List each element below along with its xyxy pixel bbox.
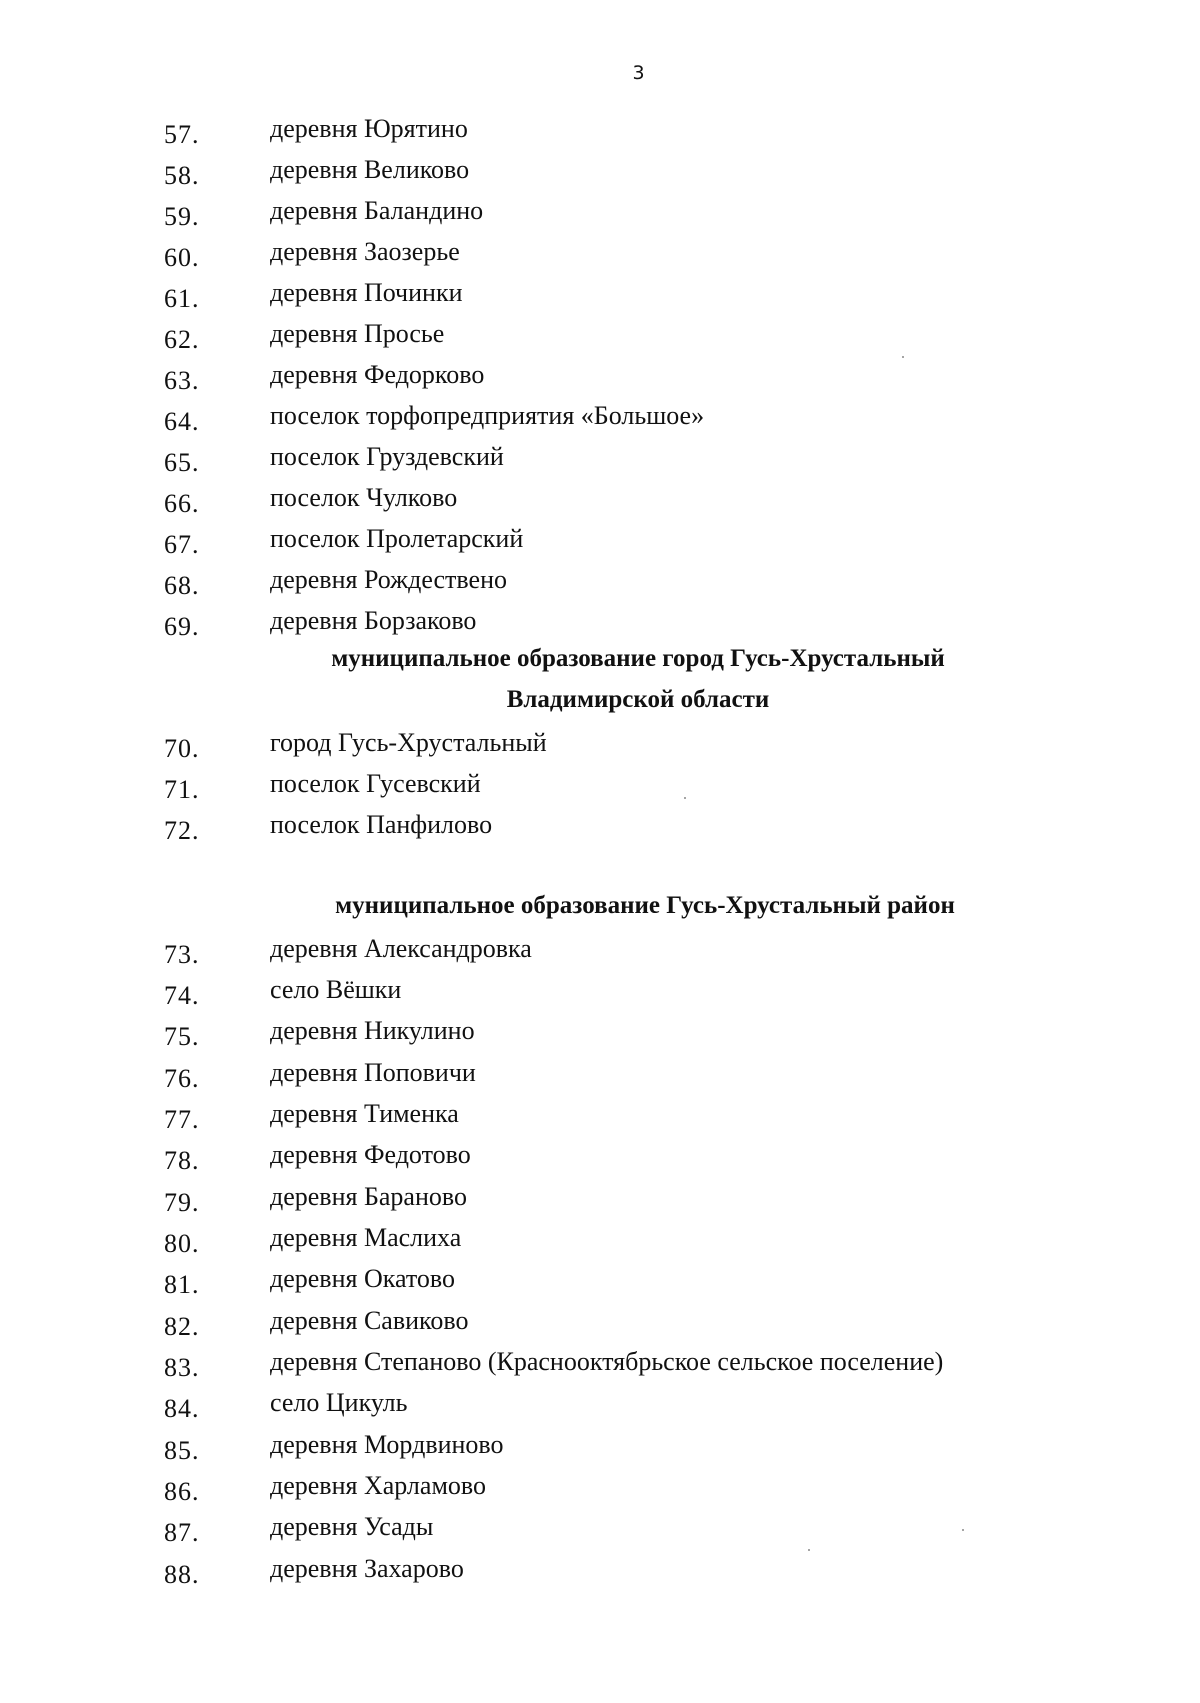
list-item bbox=[0, 114, 1200, 154]
item-number: 85. bbox=[164, 1436, 200, 1465]
item-name: деревня Великово bbox=[270, 155, 470, 184]
list-item bbox=[0, 1099, 1200, 1139]
item-name: поселок Пролетарский bbox=[270, 524, 524, 553]
item-number: 83. bbox=[164, 1353, 200, 1382]
list-item bbox=[0, 1140, 1200, 1180]
item-name: город Гусь-Хрустальный bbox=[270, 728, 547, 757]
item-number: 69. bbox=[164, 612, 200, 641]
item-name: деревня Усады bbox=[270, 1512, 434, 1541]
item-number: 74. bbox=[164, 981, 200, 1010]
item-number: 78. bbox=[164, 1146, 200, 1175]
list-item bbox=[0, 1554, 1200, 1594]
item-number: 66. bbox=[164, 489, 200, 518]
list-item bbox=[0, 934, 1200, 974]
item-number: 81. bbox=[164, 1270, 200, 1299]
item-name: поселок Чулково bbox=[270, 483, 458, 512]
item-name: деревня Харламово bbox=[270, 1471, 486, 1500]
item-number: 65. bbox=[164, 448, 200, 477]
scan-speck bbox=[962, 1529, 964, 1531]
list-item bbox=[0, 196, 1200, 236]
item-number: 72. bbox=[164, 816, 200, 845]
list-item bbox=[0, 442, 1200, 482]
list-item bbox=[0, 1223, 1200, 1263]
list-item bbox=[0, 1347, 1200, 1387]
item-name: поселок Гусевский bbox=[270, 769, 481, 798]
item-name: деревня Борзаково bbox=[270, 606, 477, 635]
item-name: деревня Баландино bbox=[270, 196, 484, 225]
item-number: 86. bbox=[164, 1477, 200, 1506]
item-name: деревня Савиково bbox=[270, 1306, 469, 1335]
item-name: деревня Поповичи bbox=[270, 1058, 476, 1087]
item-number: 70. bbox=[164, 734, 200, 763]
list-item bbox=[0, 975, 1200, 1015]
list-item bbox=[0, 1264, 1200, 1304]
section-heading: муниципальное образование город Гусь-Хрустальный bbox=[331, 645, 945, 672]
item-number: 82. bbox=[164, 1312, 200, 1341]
item-name: деревня Тименка bbox=[270, 1099, 459, 1128]
item-number: 57. bbox=[164, 120, 200, 149]
item-number: 79. bbox=[164, 1188, 200, 1217]
item-name: деревня Александровка bbox=[270, 934, 532, 963]
list-item bbox=[0, 524, 1200, 564]
item-number: 80. bbox=[164, 1229, 200, 1258]
item-name: деревня Просье bbox=[270, 319, 445, 348]
item-number: 63. bbox=[164, 366, 200, 395]
list-item bbox=[0, 155, 1200, 195]
list-item bbox=[0, 769, 1200, 809]
item-name: поселок Панфилово bbox=[270, 810, 493, 839]
item-number: 88. bbox=[164, 1560, 200, 1589]
item-name: деревня Никулино bbox=[270, 1016, 475, 1045]
item-name: село Цикуль bbox=[270, 1388, 408, 1417]
item-name: деревня Юрятино bbox=[270, 114, 468, 143]
item-name: деревня Захарово bbox=[270, 1554, 464, 1583]
item-name: село Вёшки bbox=[270, 975, 402, 1004]
item-name: деревня Окатово bbox=[270, 1264, 455, 1293]
item-name: деревня Бараново bbox=[270, 1182, 467, 1211]
item-number: 60. bbox=[164, 243, 200, 272]
item-name: деревня Рождествено bbox=[270, 565, 507, 594]
page-number: 3 bbox=[632, 62, 645, 84]
list-item bbox=[0, 565, 1200, 605]
item-number: 71. bbox=[164, 775, 200, 804]
list-item bbox=[0, 1058, 1200, 1098]
item-name: деревня Федорково bbox=[270, 360, 485, 389]
item-name: деревня Заозерье bbox=[270, 237, 460, 266]
list-item bbox=[0, 1471, 1200, 1511]
item-name: деревня Степаново (Краснооктябрьское сельское поселение) bbox=[270, 1347, 944, 1376]
list-item bbox=[0, 810, 1200, 850]
item-number: 84. bbox=[164, 1394, 200, 1423]
item-number: 75. bbox=[164, 1022, 200, 1051]
item-name: деревня Маслиха bbox=[270, 1223, 462, 1252]
item-number: 68. bbox=[164, 571, 200, 600]
item-name: поселок торфопредприятия «Большое» bbox=[270, 401, 705, 430]
list-item bbox=[0, 728, 1200, 768]
list-item bbox=[0, 483, 1200, 523]
list-item bbox=[0, 319, 1200, 359]
list-item bbox=[0, 401, 1200, 441]
scan-speck bbox=[684, 797, 686, 799]
item-number: 58. bbox=[164, 161, 200, 190]
item-number: 76. bbox=[164, 1064, 200, 1093]
item-number: 59. bbox=[164, 202, 200, 231]
list-item bbox=[0, 360, 1200, 400]
item-number: 73. bbox=[164, 940, 200, 969]
item-number: 64. bbox=[164, 407, 200, 436]
item-number: 61. bbox=[164, 284, 200, 313]
list-item bbox=[0, 278, 1200, 318]
section-heading-line-2: Владимирской области bbox=[506, 686, 770, 713]
list-item bbox=[0, 1430, 1200, 1470]
list-item bbox=[0, 1512, 1200, 1552]
list-item bbox=[0, 237, 1200, 277]
list-item bbox=[0, 606, 1200, 646]
item-number: 62. bbox=[164, 325, 200, 354]
section-heading: муниципальное образование Гусь-Хрустальный район bbox=[335, 892, 955, 919]
item-number: 67. bbox=[164, 530, 200, 559]
item-number: 87. bbox=[164, 1518, 200, 1547]
item-name: поселок Груздевский bbox=[270, 442, 504, 471]
scan-speck bbox=[808, 1549, 810, 1551]
item-name: деревня Мордвиново bbox=[270, 1430, 504, 1459]
item-number: 77. bbox=[164, 1105, 200, 1134]
item-name: деревня Починки bbox=[270, 278, 463, 307]
scan-speck bbox=[902, 356, 904, 358]
list-item bbox=[0, 1016, 1200, 1056]
list-item bbox=[0, 1388, 1200, 1428]
item-name: деревня Федотово bbox=[270, 1140, 471, 1169]
list-item bbox=[0, 1182, 1200, 1222]
list-item bbox=[0, 1306, 1200, 1346]
